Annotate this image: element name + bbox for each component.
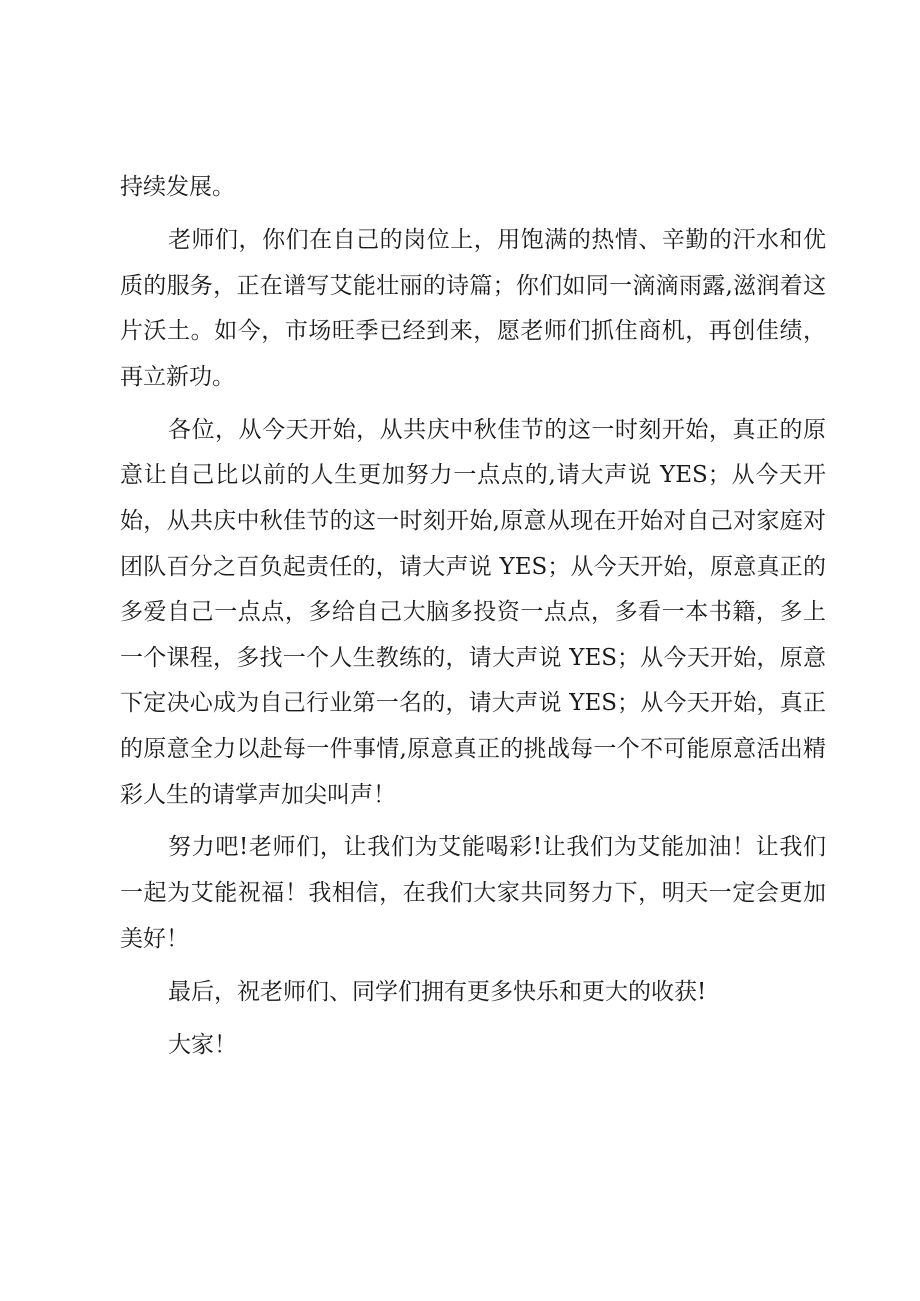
paragraph-pledge: 各位，从今天开始，从共庆中秋佳节的这一时刻开始，真正的原意让自己比以前的人生更加努力一点点的,请大声说 YES；从今天开始，从共庆中秋佳节的这一时刻开始,原意从现在开始对自己对家庭对团队百分之百负起责任的，请大声说 YES；从今天开始，原意真正的多爱自己一点点，多给自己大脑多投资一点点，多看一本书籍，多上一个课程，多找一个人生教练的，请大声说 YES；从今天开始，原意下定决心成为自己行业第一名的，请大声说 YES；从今天开始，真正的原意全力以赴每一件事情,原意真正的挑战每一个不可能原意活出精彩人生的请掌声加尖叫声！ (120, 416, 826, 808)
paragraph-sign-off: 大家！ (168, 1031, 237, 1058)
paragraph-teachers: 老师们，你们在自己的岗位上，用饱满的热情、辛勤的汗水和优质的服务，正在谱写艾能壮丽的诗篇；你们如同一滴滴雨露,滋润着这片沃土。如今，市场旺季已经到来，愿老师们抓住商机，再创佳绩，再立新功。 (120, 226, 826, 390)
document-body (120, 165, 826, 1076)
paragraph-closing-wish: 最后，祝老师们、同学们拥有更多快乐和更大的收获! (168, 978, 707, 1005)
paragraph-cheer: 努力吧!老师们，让我们为艾能喝彩!让我们为艾能加油！让我们一起为艾能祝福！我相信，在我们大家共同努力下，明天一定会更加美好！ (120, 834, 826, 952)
paragraph-continuation: 持续发展。 (120, 174, 235, 200)
